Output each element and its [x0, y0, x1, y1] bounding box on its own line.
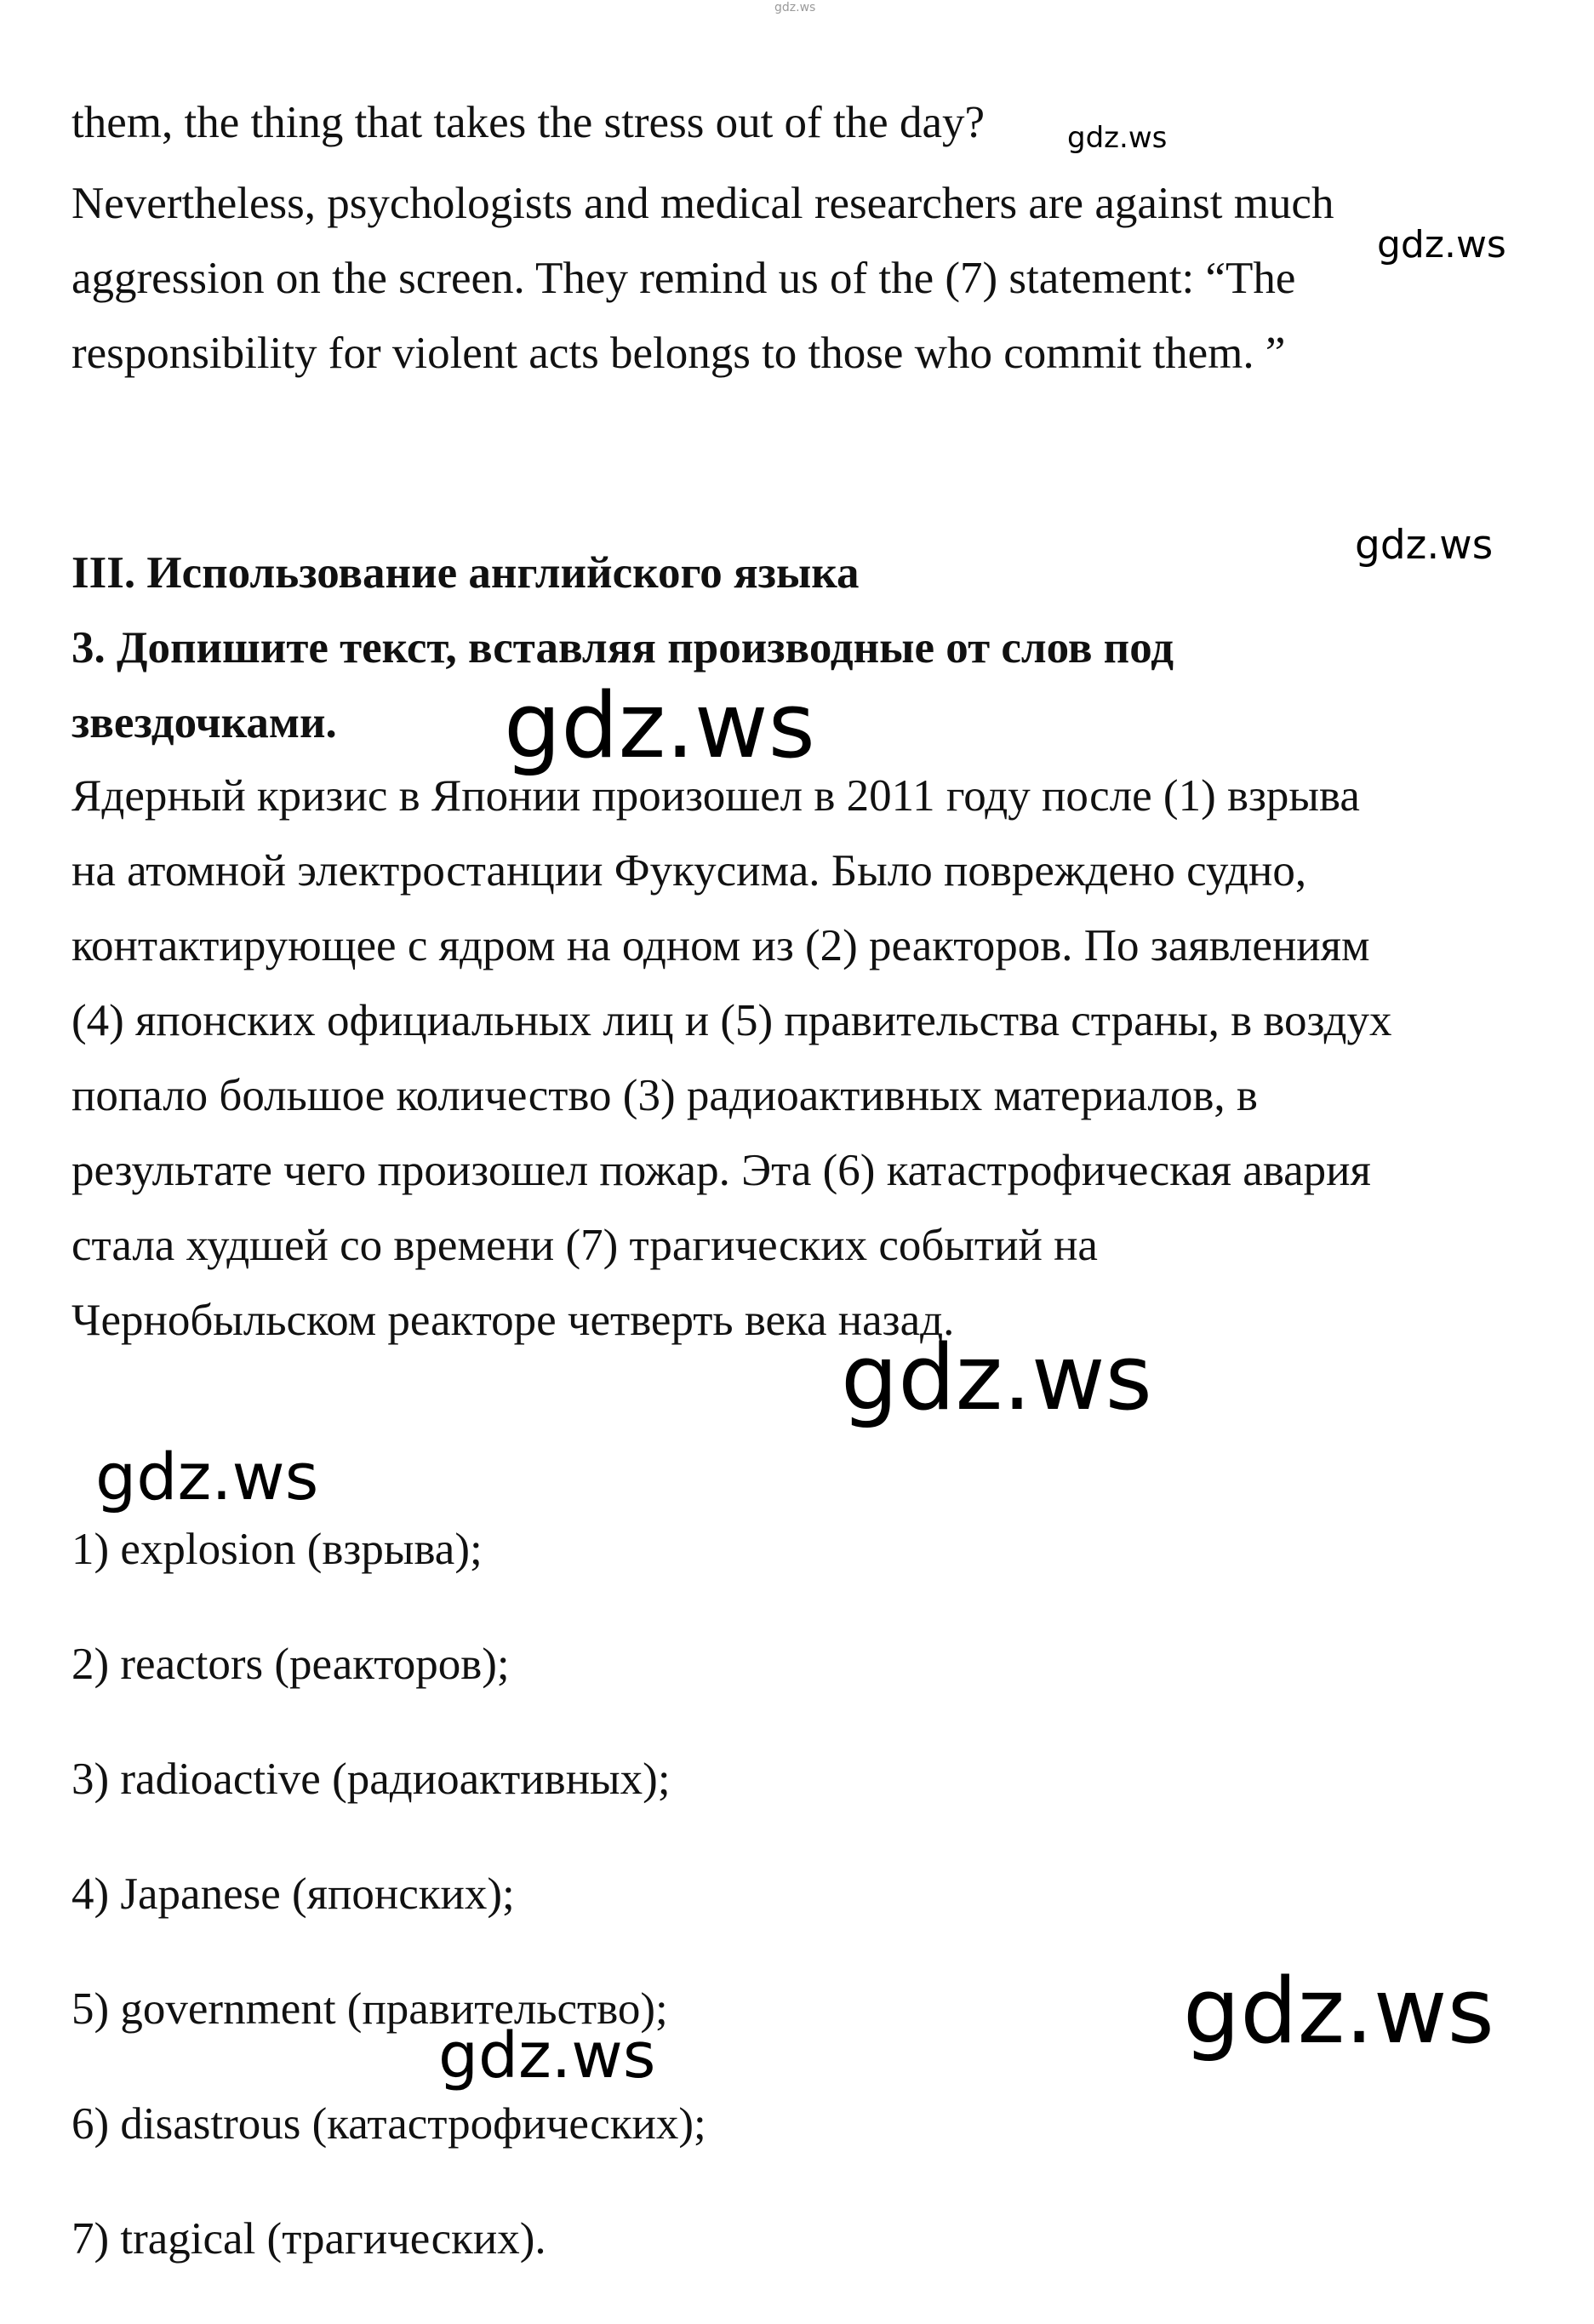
task-text-line-4: (4) японских официальных лиц и (5) правительства страны, в воздух	[71, 996, 1392, 1045]
intro-line-2: Nevertheless, psychologists and medical researchers are against much	[71, 179, 1334, 228]
watermark-3: gdz.ws	[1355, 522, 1494, 569]
watermark-2: gdz.ws	[1377, 223, 1506, 266]
answer-item-2: 2) reactors (реакторов);	[71, 1640, 510, 1689]
answer-item-1: 1) explosion (взрыва);	[71, 1525, 483, 1574]
watermark-4: gdz.ws	[504, 673, 815, 778]
answer-item-7: 7) tragical (трагических).	[71, 2214, 546, 2264]
task-text-line-8: Чернобыльском реакторе четверть века назад.	[71, 1296, 955, 1345]
task-heading-line-1: 3. Допишите текст, вставляя производные от слов под	[71, 623, 1174, 673]
answer-item-4: 4) Japanese (японских);	[71, 1869, 515, 1919]
task-text-line-3: контактирующее с ядром на одном из (2) реакторов. По заявлениям	[71, 921, 1370, 970]
answer-item-5: 5) government (правительство);	[71, 1984, 668, 2034]
watermark-5: gdz.ws	[841, 1325, 1152, 1430]
intro-line-4: responsibility for violent acts belongs to those who commit them. ”	[71, 329, 1286, 378]
task-text-line-6: результате чего произошел пожар. Эта (6) катастрофическая авария	[71, 1146, 1371, 1195]
watermark-8: gdz.ws	[438, 2019, 656, 2092]
intro-line-1: them, the thing that takes the stress out of the day?	[71, 98, 985, 147]
watermark-6: gdz.ws	[95, 1439, 319, 1514]
answer-item-6: 6) disastrous (катастрофических);	[71, 2099, 706, 2149]
answer-item-3: 3) radioactive (радиоактивных);	[71, 1754, 671, 1804]
watermark-1: gdz.ws	[1067, 121, 1168, 155]
task-text-line-2: на атомной электростанции Фукусима. Было повреждено судно,	[71, 846, 1307, 896]
section-heading: III. Использование английского языка	[71, 548, 860, 598]
task-text-line-1: Ядерный кризис в Японии произошел в 2011 году после (1) взрыва	[71, 771, 1360, 821]
intro-line-3: aggression on the screen. They remind us of the (7) statement: “The	[71, 254, 1296, 303]
top-watermark: gdz.ws	[774, 1, 816, 14]
task-heading-line-2: звездочками.	[71, 698, 337, 747]
watermark-7: gdz.ws	[1183, 1959, 1494, 2064]
task-text-line-7: стала худшей со времени (7) трагических событий на	[71, 1221, 1098, 1270]
task-text-line-5: попало большое количество (3) радиоактивных материалов, в	[71, 1071, 1258, 1120]
